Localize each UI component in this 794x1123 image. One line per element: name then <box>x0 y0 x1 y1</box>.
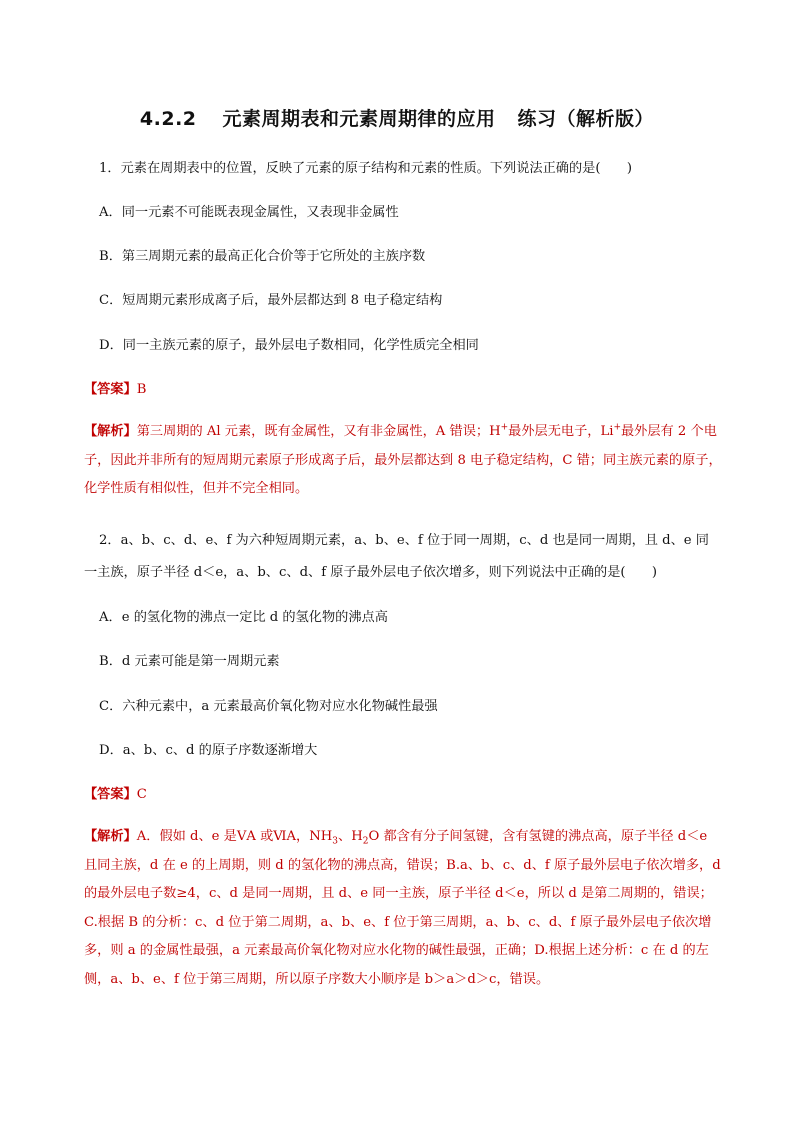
q2-answer <box>84 786 147 804</box>
q1-analysis-sup-2: + <box>613 422 621 433</box>
q1-answer-value: B <box>136 382 147 397</box>
q2-analysis-text-c: O 都含有分子间氢键，含有氢键的沸点高，原子半径 d＜e 且同主族，d 在 e 的上周期，则 d 的氢化物的沸点高，错误；B.a、b、c、d、f 原子最外层电子依次增多，d 的最外层电子数≥4，c、d 是同一周期，且 d、e 同一主族，原子半径 d＜e，所以 d 是第二周期的，错误；C.根据 B 的分析：c、d 位于第二周期，a、b、e、f 位于第三周期，a、b、c、d、f 原子最外层电子依次增多，则 a 的金属性最强，a 元素最高价氧化物对应水化物的碱性最强，正确；D.根据上述分析：c 在 d 的左侧，a、b、e、f 位于第三周期，所以原子序数大小顺序是 b＞a＞d＞c，错误。 <box>84 829 721 987</box>
q2-stem-line-1: 2．a、b、c、d、e、f 为六种短周期元素，a、b、e、f 位于同一周期，c、d 也是同一周期，且 d、e 同 <box>99 533 709 548</box>
q1-analysis-text-3: 最外层有 2 个电子，因此并非所有的短周期元素原子形成离子后，最外层都达到 8 电子稳定结构，C 错；同主族元素的原子，化学性质有相似性，但并不完全相同。 <box>84 424 722 496</box>
q1-option-b: B．第三周期元素的最高正化合价等于它所处的主族序数 <box>99 249 426 264</box>
q2-analysis-label: 【解析】 <box>84 829 137 844</box>
q2-option-d: D．a、b、c、d 的原子序数逐渐增大 <box>99 743 318 758</box>
q2-analysis-sub-2: 2 <box>362 836 369 847</box>
q2-analysis-sub-1: 3 <box>332 836 339 847</box>
q2-answer-label: 【答案】 <box>84 787 137 802</box>
q1-stem: 1．元素在周期表中的位置，反映了元素的原子结构和元素的性质。下列说法正确的是( ) <box>99 161 632 176</box>
title-suffix: 练习（解析版） <box>517 108 655 130</box>
q1-answer <box>84 381 146 399</box>
q2-option-a: A．e 的氢化物的沸点一定比 d 的氢化物的沸点高 <box>99 610 388 625</box>
q1-analysis-sup-1: + <box>500 422 509 433</box>
q2-analysis-text-a: A．假如 d、e 是ⅤA 或ⅥA，NH <box>136 829 333 844</box>
q2-analysis <box>84 823 724 994</box>
q2-answer-value: C <box>136 787 147 802</box>
q1-option-d: D．同一主族元素的原子，最外层电子数相同，化学性质完全相同 <box>99 338 479 353</box>
q1-answer-label: 【答案】 <box>84 382 137 397</box>
title-main: 元素周期表和元素周期律的应用 <box>222 108 496 130</box>
title-number: 4.2.2 <box>139 108 197 130</box>
q2-option-b: B．d 元素可能是第一周期元素 <box>99 654 280 669</box>
q1-option-a: A．同一元素不可能既表现金属性，又表现非金属性 <box>99 205 399 220</box>
q1-analysis <box>84 418 724 504</box>
page-title <box>0 104 794 131</box>
q2-option-c: C．六种元素中，a 元素最高价氧化物对应水化物碱性最强 <box>99 699 438 714</box>
q1-analysis-label: 【解析】 <box>84 424 137 439</box>
q1-analysis-text-1: 第三周期的 Al 元素，既有金属性，又有非金属性，A 错误；H <box>136 424 501 439</box>
q1-analysis-text-2: 最外层无电子，Li <box>508 424 614 439</box>
q2-analysis-text-b: 、H <box>338 829 363 844</box>
q1-option-c: C．短周期元素形成离子后，最外层都达到 8 电子稳定结构 <box>99 293 443 308</box>
q2-stem-line-2: 一主族，原子半径 d＜e，a、b、c、d、f 原子最外层电子依次增多，则下列说法中正确的是( ) <box>84 565 658 580</box>
